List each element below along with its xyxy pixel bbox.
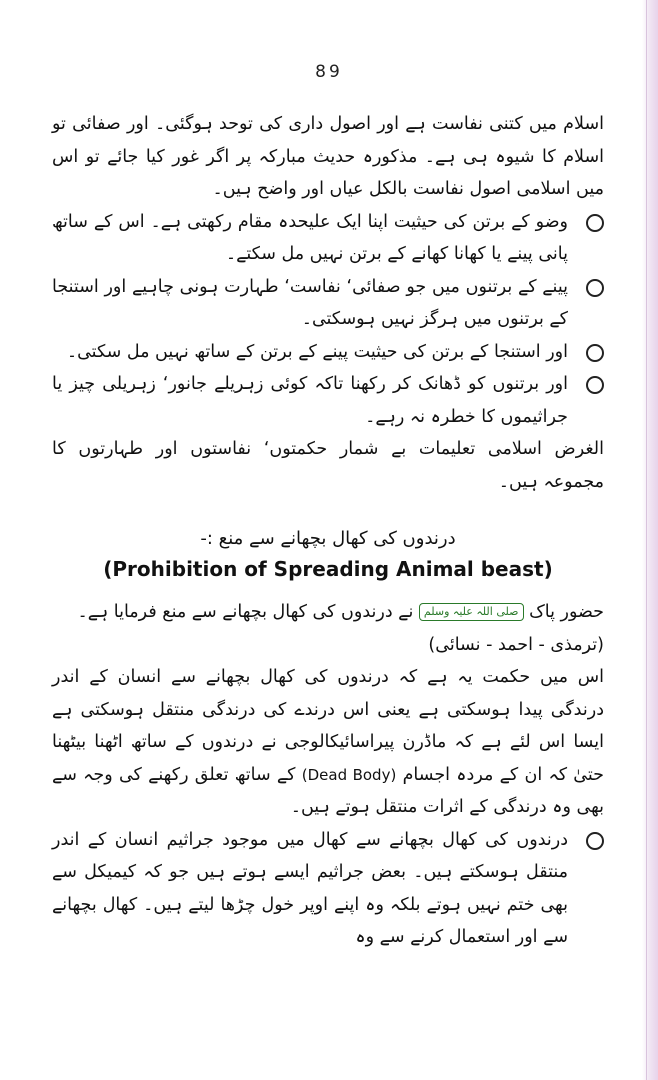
paragraph-wisdom-part1: اس میں حکمت یہ ہے کہ درندوں کی کھال بچھانے سے انسان کے اندر درندگی پیدا ہوسکتی ہے یعنی اس درندے کی درندگی منتقل ہوسکتی ہے ایسا اس لئے ہے کہ ماڈرن پیراسائیکالوجی نے درندوں کے ساتھ اٹھنا بیٹھنا حتیٰ کہ ان کے مردہ اجسام: [52, 667, 604, 785]
page-number: 89: [315, 62, 343, 82]
bullet-text: وضو کے برتن کی حیثیت اپنا ایک علیحدہ مقام رکھتی ہے۔ اس کے ساتھ پانی پینے یا کھانا کھانے کے برتن نہیں مل سکتے۔: [52, 211, 568, 264]
circle-bullet-icon: [586, 279, 604, 297]
paragraph-summary: الغرض اسلامی تعلیمات بے شمار حکمتوں‘ نفاستوں اور طہارتوں کا مجموعہ ہیں۔: [52, 439, 604, 492]
bullet-item: [52, 206, 604, 271]
paragraph-intro: اسلام میں کتنی نفاست ہے اور اصول داری کی توحد ہوگئی۔ اور صفائی تو اسلام کا شیوہ ہی ہے۔ مذکورہ حدیث مبارکہ پر اگر غور کیا جائے تو اس میں اسلامی اصول نفاست بالکل عیاں اور واضح ہیں۔: [52, 114, 604, 199]
circle-bullet-icon: [586, 832, 604, 850]
hadith-reference: (ترمذی - احمد - نسائی): [428, 634, 604, 655]
bullet-item: [52, 271, 604, 336]
circle-bullet-icon: [586, 214, 604, 232]
bullet-text: اور استنجا کے برتن کی حیثیت پینے کے برتن کے ساتھ نہیں مل سکتی۔: [66, 341, 568, 362]
bullet-item: [52, 824, 604, 954]
circle-bullet-icon: [586, 376, 604, 394]
blessing-calligraphy: صلی اللہ علیہ وسلم: [419, 603, 524, 621]
hadith-text-after: نے درندوں کی کھال بچھانے سے منع فرمایا ہے۔: [77, 602, 414, 622]
page-edge-shadow: [642, 0, 658, 1080]
bullet-text: پینے کے برتنوں میں جو صفائی‘ نفاست‘ طہارت ہونی چاہیے اور استنجا کے برتنوں میں ہرگز نہیں ہوسکتی۔: [52, 276, 568, 329]
bullet-item: [52, 336, 604, 369]
hadith-line: [52, 596, 604, 629]
paragraph-wisdom: [52, 661, 604, 824]
dead-body-term: (Dead Body): [301, 765, 397, 784]
paragraph-wisdom-part2: کے ساتھ تعلق رکھنے کی وجہ سے بھی وہ درندگی کے اثرات منتقل ہوتے ہیں۔: [52, 764, 604, 817]
section-heading-english: (Prohibition of Spreading Animal beast): [103, 557, 553, 581]
bullet-text: درندوں کی کھال بچھانے سے کھال میں موجود جراثیم انسان کے اندر منتقل ہوسکتے ہیں۔ بعض جراثیم ایسے ہوتے ہیں جو کہ کیمیکل سے بھی ختم نہیں ہوتے بلکہ وہ اپنے اوپر خول چڑھا لیتے ہیں۔ کھال بچھانے سے اور استعمال کرنے سے وہ: [52, 829, 568, 947]
page-body: [52, 108, 604, 954]
circle-bullet-icon: [586, 344, 604, 362]
bullet-item: [52, 368, 604, 433]
section-heading-urdu: درندوں کی کھال بچھانے سے منع :-: [200, 528, 456, 549]
hadith-text-before: حضور پاک: [529, 602, 604, 622]
bullet-text: اور برتنوں کو ڈھانک کر رکھنا تاکہ کوئی زہریلے جانور‘ زہریلی چیز یا جراثیموں کا خطرہ نہ رہے۔: [52, 374, 568, 427]
